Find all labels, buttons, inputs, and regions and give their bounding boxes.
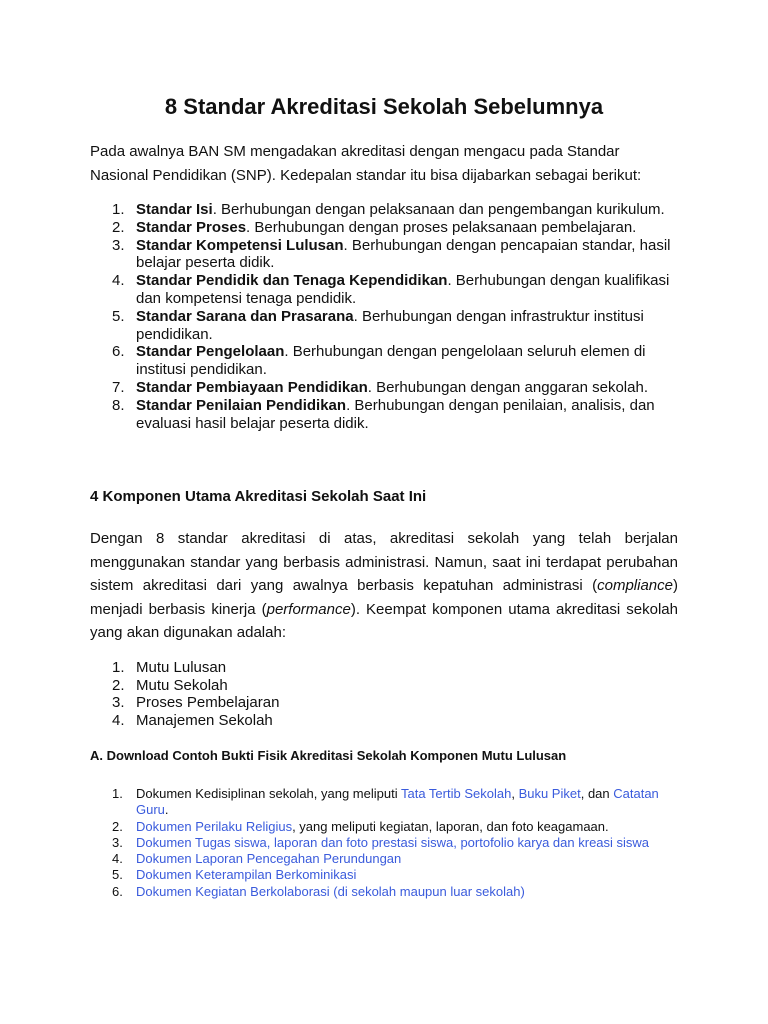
standard-desc: . Berhubungan dengan pencapaian standar, hasil belajar peserta didik. [136,236,671,272]
documents-list [90,786,678,900]
standard-name: Standar Penilaian Pendidikan [136,396,347,414]
list-number: 5. [112,867,123,883]
standard-name: Standar Pengelolaan [136,343,285,361]
paragraph-text: ). Keempat komponen utama akreditasi sekolah yang akan digunakan adalah: [90,600,678,641]
list-number: 3. [112,834,123,850]
standard-name: Standar Sarana dan Prasarana [136,307,354,325]
component-label: Proses Pembelajaran [136,694,280,712]
paragraph-text: Dengan 8 standar akreditasi di atas, akreditasi sekolah yang telah berjalan menggunakan standar yang berbasis administrasi. Namun, saat ini terdapat perubahan sistem akreditasi dari yang awalnya berbasis kepatuhan administrasi ( [90,530,678,594]
list-number: 2. [112,218,125,236]
intro-paragraph: Pada awalnya BAN SM mengadakan akreditasi dengan mengacu pada Standar Nasional Pendidikan (SNP). Kedepalan standar itu bisa dijabarkan sebagai berikut: [90,143,642,184]
tugas-siswa-link[interactable]: Dokumen Tugas siswa, laporan dan foto prestasi siswa, portofolio karya dan kreasi siswa [136,834,650,850]
list-number: 4. [112,272,125,290]
emphasis-text: performance [266,600,351,618]
standard-desc: . Berhubungan dengan anggaran sekolah. [367,378,648,396]
list-number: 6. [112,883,123,899]
list-number: 1. [112,201,125,218]
pencegahan-perundungan-link[interactable]: Dokumen Laporan Pencegahan Perundungan [136,851,402,867]
standard-name: Standar Pendidik dan Tenaga Kependidikan [136,272,448,290]
standard-name: Standar Kompetensi Lulusan [136,236,344,254]
component-label: Manajemen Sekolah [136,711,273,729]
list-item [90,308,678,344]
list-number: 8. [112,396,125,414]
list-number: 1. [112,786,123,801]
list-item [90,851,678,867]
list-number: 4. [112,851,123,867]
list-item [90,379,678,397]
item-text: Dokumen Kedisiplinan sekolah, yang meliputi [136,786,401,801]
separator-text: , [511,786,519,801]
list-item [90,677,678,695]
list-number: 3. [112,694,125,712]
list-item [90,712,678,730]
list-number: 5. [112,307,125,325]
standard-desc: . Berhubungan dengan infrastruktur institusi pendidikan. [136,307,644,343]
list-number: 2. [112,818,123,834]
list-item [90,397,678,433]
list-item [90,786,678,819]
list-item [90,867,678,883]
standard-desc: . Berhubungan dengan kualifikasi dan kompetensi tenaga pendidik. [136,272,670,307]
catatan-guru-link[interactable]: Catatan Guru [136,786,659,818]
tata-tertib-link[interactable]: Tata Tertib Sekolah [400,786,512,801]
standard-name: Standar Pembiayaan Pendidikan [136,378,368,396]
end-punctuation: . [164,802,169,818]
list-item [90,272,678,308]
list-item [90,835,678,851]
standard-desc: . Berhubungan dengan penilaian, analisis, dan evaluasi hasil belajar peserta didik. [136,396,655,432]
list-item [90,201,678,219]
paragraph-text: ) menjadi berbasis kinerja ( [90,577,678,618]
keterampilan-berkomunikasi-link[interactable]: Dokumen Keterampilan Berkominikasi [136,867,357,883]
component-label: Mutu Sekolah [136,676,228,694]
page-title: 8 Standar Akreditasi Sekolah Sebelumnya [164,94,604,119]
body-paragraph [90,527,678,645]
list-item [90,343,678,379]
standard-desc: . Berhubungan dengan pengelolaan seluruh elemen di institusi pendidikan. [136,343,646,379]
components-list [90,659,678,729]
kegiatan-berkolaborasi-link[interactable]: Dokumen Kegiatan Berkolaborasi (di sekolah maupun luar sekolah) [136,883,525,899]
standard-desc: . Berhubungan dengan proses pelaksanaan pembelajaran. [246,218,637,236]
list-item [90,884,678,900]
standard-name: Standar Isi [136,201,213,218]
list-item [90,659,678,677]
list-number: 7. [112,378,125,396]
list-number: 3. [112,236,125,254]
emphasis-text: compliance [597,577,673,594]
standard-desc: . Berhubungan dengan pelaksanaan dan pengembangan kurikulum. [212,201,665,218]
standards-list [90,201,678,432]
standard-name: Standar Proses [136,218,247,236]
subsection-heading: A. Download Contoh Bukti Fisik Akreditasi Sekolah Komponen Mutu Lulusan [90,748,567,763]
list-item [90,219,678,237]
component-label: Mutu Lulusan [136,659,227,676]
list-number: 4. [112,711,125,729]
list-item [90,819,678,835]
perilaku-religius-link[interactable]: Dokumen Perilaku Religius [136,818,293,834]
list-item [90,694,678,712]
item-text: , yang meliputi kegiatan, laporan, dan foto keagamaan. [292,818,609,834]
list-number: 6. [112,343,125,361]
separator-text: , dan [580,786,614,801]
section-heading: 4 Komponen Utama Akreditasi Sekolah Saat Ini [90,488,427,505]
list-item [90,237,678,273]
list-number: 2. [112,676,125,694]
list-number: 1. [112,659,125,676]
buku-piket-link[interactable]: Buku Piket [518,786,581,801]
